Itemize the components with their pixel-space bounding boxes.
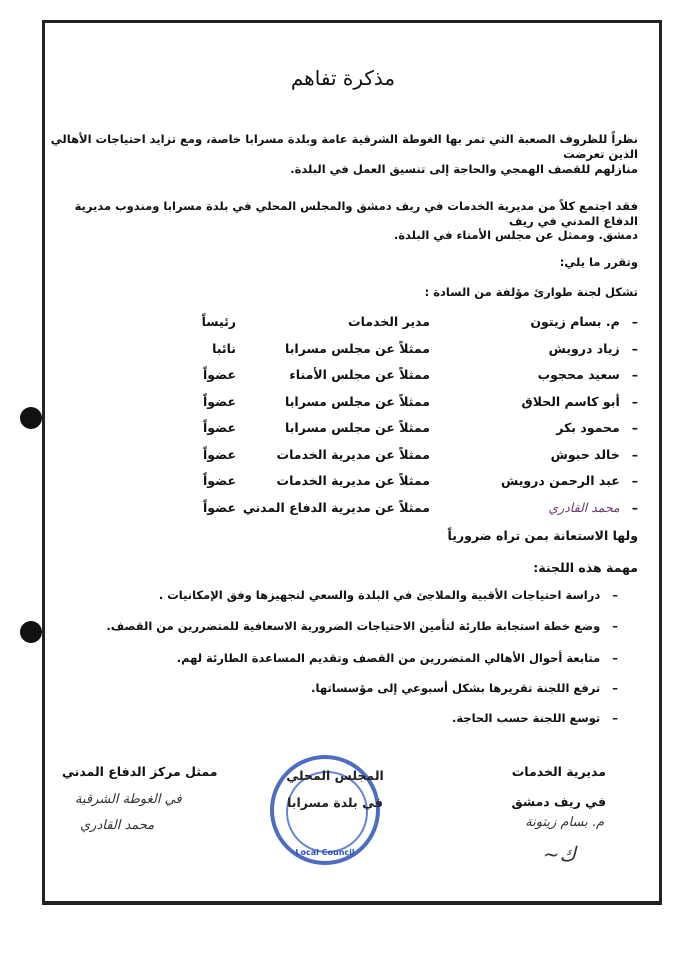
document-title: مذكرة تفاهم <box>290 66 396 90</box>
dash: – <box>631 499 638 515</box>
paragraph-line: نظراً للظروف الصعبة التي تمر بها الغوطة الشرقية عامة وبلدة مسرابا خاصة، ومع تزايد احتياجات الأهالي الذين تعرضت <box>50 132 638 161</box>
punch-hole <box>20 407 42 429</box>
member-position: عضواً <box>203 499 236 515</box>
member-role: ممثلاً عن مجلس مسرابا <box>285 393 430 409</box>
member-name <box>448 473 638 488</box>
paragraph-line: وتقرر ما يلي: <box>559 255 638 269</box>
task-text: وضع خطة استجابة طارئة لتأمين الاحتياجات الضرورية الاسعافية للمتضررين من القصف. <box>106 619 601 633</box>
dash: – <box>631 446 638 462</box>
dash: – <box>631 473 638 488</box>
member-name-text: م. بسام زيتون <box>530 314 620 329</box>
member-name-text: سعيد محجوب <box>537 367 620 382</box>
stamp-text: Local Council <box>295 848 355 857</box>
member-name-text: خالد حبوش <box>550 446 620 462</box>
dash: – <box>631 420 638 435</box>
task-text: دراسة احتياجات الأقبية والملاجئ في البلدة والسعي لتجهيزها وفق الإمكانيات . <box>158 588 601 602</box>
dash: – <box>631 393 638 409</box>
sig-center-line2: في بلدة مسرابا <box>287 795 383 810</box>
member-role: ممثلاً عن مجلس مسرابا <box>285 340 430 356</box>
sig-right-signer: م. بسام زيتونة <box>525 815 604 830</box>
task-item <box>50 588 618 602</box>
task-item <box>50 681 618 695</box>
task-text: متابعة أحوال الأهالي المتضررين من القصف وتقديم المساعدة الطارئة لهم. <box>176 651 601 665</box>
member-name-text: زياد درويش <box>548 340 620 356</box>
dash: – <box>612 588 618 602</box>
member-role: ممثلاً عن مديرية الخدمات <box>276 473 430 488</box>
member-position: عضواً <box>203 367 236 382</box>
task-item <box>50 619 618 633</box>
member-role: ممثلاً عن مديرية الدفاع المدني <box>242 499 430 515</box>
dash: – <box>612 651 618 665</box>
dash: – <box>631 314 638 329</box>
task-item <box>50 711 618 725</box>
member-position: نائبا <box>212 340 236 356</box>
sig-right-line1: مديرية الخدمات <box>511 764 606 779</box>
member-role: ممثلاً عن مديرية الخدمات <box>276 446 430 462</box>
member-position: عضواً <box>203 473 236 488</box>
signature-mark: ك~ <box>542 842 576 866</box>
dash: – <box>631 367 638 382</box>
paragraph-line: فقد اجتمع كلاً من مديرية الخدمات في ريف دمشق والمجلس المحلي في بلدة مسرابا ومندوب مديرية الدفاع المدني في ريف <box>74 199 638 228</box>
dash: – <box>631 340 638 356</box>
sig-center-line1: المجلس المحلي <box>286 768 384 783</box>
member-name-text: أبو كاسم الحلاق <box>521 393 620 409</box>
task-text: ترفع اللجنة تقريرها بشكل أسبوعي إلى مؤسساتها. <box>311 681 601 695</box>
member-position: عضواً <box>203 420 236 435</box>
member-name <box>448 447 638 462</box>
dash: – <box>612 711 618 725</box>
tasks-heading: مهمة هذه اللجنة: <box>533 560 638 575</box>
member-position: عضواً <box>203 393 236 409</box>
member-name <box>448 394 638 409</box>
member-name <box>448 500 638 515</box>
dash: – <box>612 619 618 633</box>
member-role: ممثلاً عن مجلس الأمناء <box>289 367 430 382</box>
member-name-text: عبد الرحمن درويش <box>501 473 620 488</box>
member-name <box>448 367 638 382</box>
task-text: توسع اللجنة حسب الحاجة. <box>451 711 601 725</box>
member-name <box>448 314 638 329</box>
member-role: ممثلاً عن مجلس مسرابا <box>285 420 430 435</box>
sig-right-line2: في ريف دمشق <box>511 794 606 809</box>
paragraph-line: دمشق. وممثل عن مجلس الأمناء في البلدة. <box>393 228 638 242</box>
member-name-text: محمود بكر <box>556 420 620 435</box>
paragraph-line: تشكل لجنة طوارئ مؤلفة من السادة : <box>424 285 638 299</box>
sig-left-signer: محمد القادري <box>80 818 155 833</box>
paragraph-line: منازلهم للقصف الهمجي والحاجة إلى تنسيق العمل في البلدة. <box>290 162 638 176</box>
assistance-note: ولها الاستعانة بمن تراه ضرورياً <box>447 528 638 543</box>
member-position: عضواً <box>203 446 236 462</box>
sig-left-line2: في الغوطة الشرقية <box>75 792 182 807</box>
dash: – <box>612 681 618 695</box>
punch-hole <box>20 621 42 643</box>
task-item <box>50 651 618 665</box>
member-name <box>448 341 638 356</box>
member-name <box>448 420 638 435</box>
sig-left-line1: ممثل مركز الدفاع المدني <box>62 764 218 779</box>
member-role: مدير الخدمات <box>348 314 430 329</box>
member-name-text: محمد القادري <box>548 499 620 515</box>
member-position: رئيساً <box>201 314 236 329</box>
